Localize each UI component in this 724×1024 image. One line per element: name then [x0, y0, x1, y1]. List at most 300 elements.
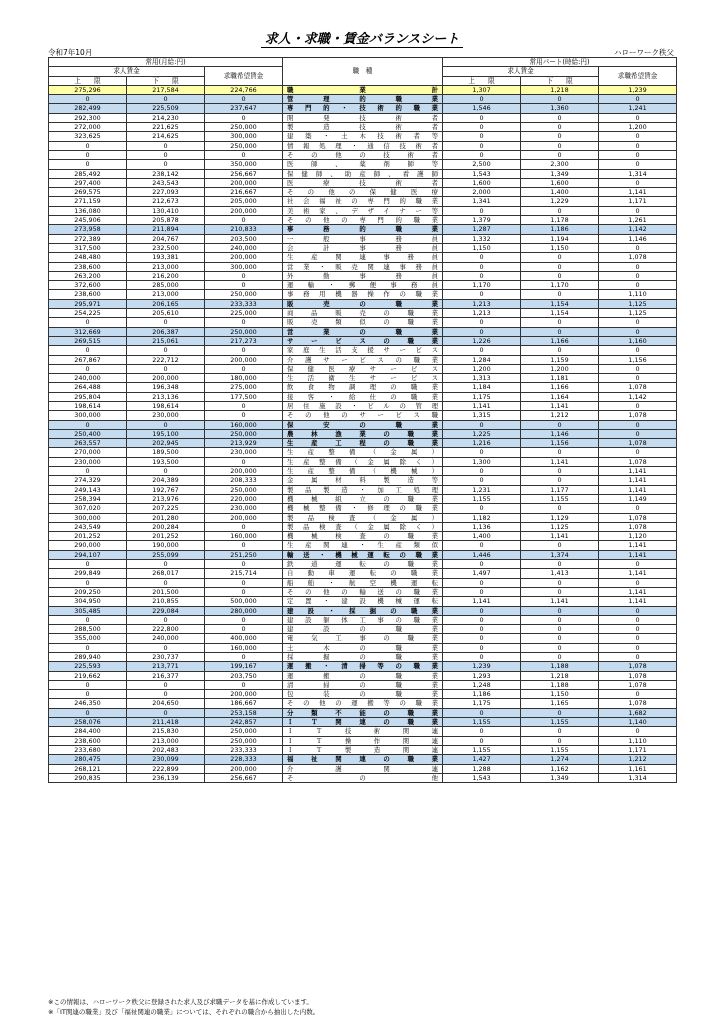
fulltime-desired-cell: 0 [205, 411, 283, 420]
fulltime-desired-cell: 350,000 [205, 160, 283, 169]
parttime-desired-cell: 0 [599, 346, 677, 355]
fulltime-offer-lower-cell: 216,200 [127, 271, 205, 280]
table-row [49, 485, 677, 494]
fulltime-offer-upper-cell: 198,614 [49, 401, 127, 410]
fulltime-offer-lower-cell: 222,800 [127, 625, 205, 634]
fulltime-desired-cell: 0 [205, 364, 283, 373]
parttime-offer-upper-cell: 0 [443, 327, 521, 336]
parttime-offer-upper-cell: 0 [443, 132, 521, 141]
parttime-offer-lower-cell: 0 [521, 206, 599, 215]
fulltime-desired-cell: 200,000 [205, 206, 283, 215]
table-row [49, 169, 677, 178]
table-row [49, 374, 677, 383]
fulltime-desired-cell: 251,250 [205, 550, 283, 559]
parttime-offer-lower-cell: 0 [521, 708, 599, 717]
parttime-offer-lower-cell: 0 [521, 123, 599, 132]
fulltime-offer-lower-cell: 0 [127, 420, 205, 429]
major-category-row [49, 708, 677, 717]
fulltime-offer-lower-cell: 0 [127, 708, 205, 717]
fulltime-offer-upper-cell: 0 [49, 160, 127, 169]
parttime-offer-lower-cell: 0 [521, 420, 599, 429]
major-category-row [49, 429, 677, 438]
fulltime-offer-upper-cell: 254,225 [49, 309, 127, 318]
fulltime-desired-cell: 186,667 [205, 699, 283, 708]
parttime-offer-upper-cell: 0 [443, 587, 521, 596]
occupation-name-cell: 営業・販売関連事務員 [283, 262, 443, 271]
parttime-offer-lower-cell: 1,165 [521, 699, 599, 708]
fulltime-desired-cell: 230,000 [205, 448, 283, 457]
parttime-desired-cell: 1,261 [599, 216, 677, 225]
balance-table [48, 57, 677, 783]
occupation-name-cell: 定置・建設機械運転 [283, 597, 443, 606]
table-row [49, 271, 677, 280]
occupation-name-cell: その他の技術者 [283, 150, 443, 159]
parttime-desired-cell: 0 [599, 727, 677, 736]
table-row [49, 197, 677, 206]
parttime-offer-upper-cell: 1,155 [443, 718, 521, 727]
occupation-name-cell: 美術家、デザイナー等 [283, 206, 443, 215]
fulltime-offer-upper-cell: 230,000 [49, 457, 127, 466]
fulltime-offer-upper-cell: 238,600 [49, 262, 127, 271]
fulltime-offer-upper-cell: 267,867 [49, 355, 127, 364]
table-row [49, 699, 677, 708]
occupation-name-cell: 会計事務員 [283, 243, 443, 252]
fulltime-desired-cell: 224,766 [205, 85, 283, 94]
fulltime-desired-cell: 242,857 [205, 718, 283, 727]
table-row [49, 560, 677, 569]
fulltime-desired-cell: 220,000 [205, 494, 283, 503]
occupation-name-cell: 建築・土木技術者等 [283, 132, 443, 141]
parttime-offer-upper-cell: 1,400 [443, 532, 521, 541]
fulltime-offer-upper-cell: 290,000 [49, 541, 127, 550]
parttime-offer-lower-cell: 0 [521, 262, 599, 271]
table-row [49, 690, 677, 699]
occupation-name-cell: その他の輸送の職業 [283, 587, 443, 596]
fulltime-desired-cell: 0 [205, 401, 283, 410]
parttime-desired-cell: 0 [599, 560, 677, 569]
parttime-desired-cell: 1,149 [599, 494, 677, 503]
parttime-offer-lower-cell: 1,146 [521, 429, 599, 438]
fulltime-offer-lower-cell: 0 [127, 690, 205, 699]
parttime-offer-lower-cell: 0 [521, 504, 599, 513]
parttime-desired-cell: 0 [599, 653, 677, 662]
parttime-offer-upper-cell: 1,379 [443, 216, 521, 225]
parttime-desired-cell: 0 [599, 364, 677, 373]
occupation-name-cell: 船舶・航空機運転 [283, 578, 443, 587]
occupation-name-cell: 機械検査の職業 [283, 532, 443, 541]
parttime-offer-lower-cell: 1,374 [521, 550, 599, 559]
fulltime-offer-upper-cell: 0 [49, 318, 127, 327]
parttime-offer-lower-cell: 1,188 [521, 680, 599, 689]
parttime-offer-upper-cell: 1,170 [443, 281, 521, 290]
fulltime-desired-cell: 0 [205, 271, 283, 280]
header-parttime: 常用パート(時給:円) [443, 58, 677, 67]
fulltime-offer-upper-cell: 372,600 [49, 281, 127, 290]
fulltime-offer-lower-cell: 201,252 [127, 532, 205, 541]
parttime-offer-upper-cell: 0 [443, 643, 521, 652]
fulltime-desired-cell: 225,000 [205, 309, 283, 318]
fulltime-offer-lower-cell: 190,000 [127, 541, 205, 550]
fulltime-desired-cell: 230,000 [205, 504, 283, 513]
parttime-desired-cell: 1,200 [599, 123, 677, 132]
major-category-row [49, 95, 677, 104]
parttime-desired-cell: 1,078 [599, 522, 677, 531]
parttime-offer-lower-cell: 0 [521, 578, 599, 587]
parttime-desired-cell: 1,142 [599, 225, 677, 234]
occupation-name-cell: 機械整備・修理の職業 [283, 504, 443, 513]
parttime-desired-cell: 1,142 [599, 392, 677, 401]
parttime-desired-cell: 0 [599, 281, 677, 290]
fulltime-desired-cell: 0 [205, 216, 283, 225]
fulltime-offer-lower-cell: 193,500 [127, 457, 205, 466]
fulltime-offer-upper-cell: 355,000 [49, 634, 127, 643]
occupation-name-cell: 介護関連 [283, 764, 443, 773]
parttime-offer-upper-cell: 2,000 [443, 188, 521, 197]
occupation-name-cell: 建設の職業 [283, 625, 443, 634]
parttime-offer-lower-cell: 0 [521, 606, 599, 615]
occupation-name-cell: 分類不能の職業 [283, 708, 443, 717]
table-row [49, 476, 677, 485]
fulltime-desired-cell: 199,167 [205, 662, 283, 671]
table-row [49, 625, 677, 634]
header-upper: 上 限 [49, 76, 127, 85]
parttime-desired-cell: 0 [599, 132, 677, 141]
occupation-name-cell: 土木の職業 [283, 643, 443, 652]
fulltime-desired-cell: 0 [205, 346, 283, 355]
fulltime-offer-upper-cell: 284,400 [49, 727, 127, 736]
major-category-row [49, 550, 677, 559]
parttime-desired-cell: 1,141 [599, 550, 677, 559]
parttime-offer-lower-cell: 0 [521, 253, 599, 262]
occupation-name-cell: 職業計 [283, 85, 443, 94]
parttime-desired-cell: 0 [599, 448, 677, 457]
fulltime-desired-cell: 160,000 [205, 532, 283, 541]
table-row [49, 467, 677, 476]
parttime-desired-cell: 1,078 [599, 253, 677, 262]
occupation-name-cell: 事務用機器操作の職業 [283, 290, 443, 299]
parttime-offer-upper-cell: 1,307 [443, 85, 521, 94]
fulltime-offer-upper-cell: 269,515 [49, 336, 127, 345]
parttime-offer-upper-cell: 0 [443, 113, 521, 122]
fulltime-offer-upper-cell: 288,500 [49, 625, 127, 634]
fulltime-offer-lower-cell: 201,500 [127, 587, 205, 596]
parttime-offer-upper-cell: 1,284 [443, 355, 521, 364]
header-lower: 下 限 [127, 76, 205, 85]
fulltime-offer-lower-cell: 200,000 [127, 374, 205, 383]
parttime-desired-cell: 1,078 [599, 439, 677, 448]
fulltime-offer-upper-cell: 0 [49, 690, 127, 699]
fulltime-offer-lower-cell: 222,712 [127, 355, 205, 364]
parttime-offer-lower-cell: 1,162 [521, 764, 599, 773]
fulltime-desired-cell: 250,000 [205, 141, 283, 150]
fulltime-offer-lower-cell: 0 [127, 346, 205, 355]
parttime-offer-upper-cell: 0 [443, 346, 521, 355]
parttime-offer-upper-cell: 0 [443, 95, 521, 104]
fulltime-offer-upper-cell: 243,549 [49, 522, 127, 531]
parttime-offer-lower-cell: 0 [521, 653, 599, 662]
parttime-desired-cell: 0 [599, 643, 677, 652]
fulltime-offer-upper-cell: 285,492 [49, 169, 127, 178]
fulltime-desired-cell: 500,000 [205, 597, 283, 606]
fulltime-offer-lower-cell: 204,650 [127, 699, 205, 708]
table-row [49, 132, 677, 141]
fulltime-desired-cell: 0 [205, 653, 283, 662]
fulltime-offer-upper-cell: 263,200 [49, 271, 127, 280]
parttime-offer-lower-cell: 0 [521, 346, 599, 355]
parttime-offer-upper-cell: 1,239 [443, 662, 521, 671]
parttime-offer-lower-cell: 1,159 [521, 355, 599, 364]
fulltime-offer-upper-cell: 0 [49, 364, 127, 373]
header-offer-wage: 求人賃金 [49, 67, 205, 76]
fulltime-offer-lower-cell: 213,000 [127, 290, 205, 299]
parttime-offer-lower-cell: 0 [521, 541, 599, 550]
occupation-name-cell: 運搬・清掃等の職業 [283, 662, 443, 671]
table-row [49, 364, 677, 373]
table-row [49, 736, 677, 745]
fulltime-offer-lower-cell: 210,855 [127, 597, 205, 606]
fulltime-offer-upper-cell: 275,296 [49, 85, 127, 94]
table-row [49, 457, 677, 466]
parttime-offer-upper-cell: 0 [443, 448, 521, 457]
parttime-offer-upper-cell: 0 [443, 141, 521, 150]
header-desired-wage: 求職希望賃金 [205, 67, 283, 86]
table-row [49, 141, 677, 150]
occupation-name-cell: 輸送・機械運転の職業 [283, 550, 443, 559]
occupation-name-cell: 生産工程の職業 [283, 439, 443, 448]
table-row [49, 615, 677, 624]
fulltime-offer-upper-cell: 245,906 [49, 216, 127, 225]
fulltime-offer-lower-cell: 214,230 [127, 113, 205, 122]
footnote-2: ※「IT関連の職業」及び「福祉関連の職業」については、それぞれの職合から抽出した内数。 [48, 1008, 320, 1016]
occupation-name-cell: 管理的職業 [283, 95, 443, 104]
parttime-offer-upper-cell: 1,216 [443, 439, 521, 448]
major-category-row [49, 718, 677, 727]
major-category-row [49, 439, 677, 448]
table-row [49, 392, 677, 401]
occupation-name-cell: その他の保健医療 [283, 188, 443, 197]
fulltime-desired-cell: 215,714 [205, 569, 283, 578]
parttime-desired-cell: 0 [599, 374, 677, 383]
parttime-offer-upper-cell: 1,315 [443, 411, 521, 420]
parttime-desired-cell: 1,160 [599, 336, 677, 345]
fulltime-desired-cell: 250,000 [205, 485, 283, 494]
fulltime-offer-lower-cell: 0 [127, 318, 205, 327]
parttime-desired-cell: 0 [599, 262, 677, 271]
parttime-offer-upper-cell: 0 [443, 150, 521, 159]
fulltime-offer-upper-cell: 282,499 [49, 104, 127, 113]
table-row [49, 411, 677, 420]
fulltime-desired-cell: 0 [205, 522, 283, 531]
parttime-offer-lower-cell: 1,141 [521, 457, 599, 466]
parttime-offer-lower-cell: 1,181 [521, 374, 599, 383]
fulltime-desired-cell: 0 [205, 625, 283, 634]
table-row [49, 727, 677, 736]
parttime-offer-lower-cell: 0 [521, 132, 599, 141]
fulltime-desired-cell: 0 [205, 587, 283, 596]
parttime-offer-lower-cell: 0 [521, 271, 599, 280]
fulltime-offer-upper-cell: 0 [49, 150, 127, 159]
fulltime-desired-cell: 160,000 [205, 420, 283, 429]
parttime-offer-lower-cell: 1,155 [521, 718, 599, 727]
parttime-offer-upper-cell: 0 [443, 206, 521, 215]
occupation-name-cell: 一般事務員 [283, 234, 443, 243]
fulltime-offer-upper-cell: 300,000 [49, 513, 127, 522]
fulltime-desired-cell: 200,000 [205, 178, 283, 187]
fulltime-offer-lower-cell: 0 [127, 680, 205, 689]
fulltime-desired-cell: 200,000 [205, 690, 283, 699]
parttime-desired-cell: 0 [599, 95, 677, 104]
occupation-name-cell: 情報処理・通信技術者 [283, 141, 443, 150]
table-row [49, 216, 677, 225]
major-category-row [49, 420, 677, 429]
parttime-offer-upper-cell: 1,600 [443, 178, 521, 187]
fulltime-offer-lower-cell: 202,483 [127, 745, 205, 754]
parttime-desired-cell: 0 [599, 578, 677, 587]
occupation-name-cell: 製品製造・加工処理 [283, 485, 443, 494]
occupation-name-cell: 包装の職業 [283, 690, 443, 699]
fulltime-desired-cell: 275,000 [205, 383, 283, 392]
fulltime-desired-cell: 200,000 [205, 764, 283, 773]
parttime-desired-cell: 0 [599, 634, 677, 643]
occupation-name-cell: 自動車運転の職業 [283, 569, 443, 578]
parttime-offer-lower-cell: 1,413 [521, 569, 599, 578]
parttime-desired-cell: 1,239 [599, 85, 677, 94]
fulltime-offer-upper-cell: 297,400 [49, 178, 127, 187]
parttime-offer-upper-cell: 1,155 [443, 745, 521, 754]
parttime-desired-cell: 1,171 [599, 745, 677, 754]
fulltime-offer-lower-cell: 221,625 [127, 123, 205, 132]
table-row [49, 680, 677, 689]
occupation-name-cell: 営業の職業 [283, 327, 443, 336]
parttime-offer-upper-cell: 1,213 [443, 299, 521, 308]
parttime-desired-cell: 1,078 [599, 680, 677, 689]
parttime-offer-upper-cell: 1,175 [443, 392, 521, 401]
occupation-name-cell: 医療技術者 [283, 178, 443, 187]
fulltime-offer-lower-cell: 214,625 [127, 132, 205, 141]
parttime-offer-lower-cell: 0 [521, 476, 599, 485]
fulltime-offer-lower-cell: 0 [127, 578, 205, 587]
report-date: 令和7年10月 [48, 48, 93, 57]
fulltime-offer-lower-cell: 130,410 [127, 206, 205, 215]
fulltime-desired-cell: 200,000 [205, 253, 283, 262]
fulltime-offer-upper-cell: 209,250 [49, 587, 127, 596]
parttime-offer-lower-cell: 0 [521, 113, 599, 122]
fulltime-offer-lower-cell: 230,099 [127, 755, 205, 764]
occupation-name-cell: 販売類似の職業 [283, 318, 443, 327]
parttime-desired-cell: 1,146 [599, 234, 677, 243]
table-row [49, 597, 677, 606]
parttime-offer-lower-cell: 0 [521, 95, 599, 104]
occupation-name-cell: 生産整備（金属除く） [283, 457, 443, 466]
parttime-desired-cell: 1,078 [599, 411, 677, 420]
total-row [49, 85, 677, 94]
parttime-offer-upper-cell: 1,225 [443, 429, 521, 438]
parttime-desired-cell: 1,156 [599, 355, 677, 364]
parttime-offer-lower-cell: 1,349 [521, 169, 599, 178]
parttime-offer-upper-cell: 1,293 [443, 671, 521, 680]
header-desired-wage-pt: 求職希望賃金 [599, 67, 677, 86]
occupation-name-cell: 製造技術者 [283, 123, 443, 132]
fulltime-desired-cell: 203,750 [205, 671, 283, 680]
parttime-offer-lower-cell: 1,200 [521, 364, 599, 373]
parttime-offer-lower-cell: 2,300 [521, 160, 599, 169]
parttime-offer-lower-cell: 1,218 [521, 671, 599, 680]
occupation-name-cell: 家庭生活支援サービス [283, 346, 443, 355]
parttime-offer-upper-cell: 1,155 [443, 494, 521, 503]
parttime-offer-lower-cell: 1,194 [521, 234, 599, 243]
table-row [49, 504, 677, 513]
fulltime-offer-upper-cell: 295,971 [49, 299, 127, 308]
table-row [49, 309, 677, 318]
fulltime-offer-upper-cell: 304,950 [49, 597, 127, 606]
occupation-name-cell: 保安の職業 [283, 420, 443, 429]
fulltime-offer-lower-cell: 0 [127, 615, 205, 624]
fulltime-desired-cell: 160,000 [205, 643, 283, 652]
parttime-desired-cell: 0 [599, 429, 677, 438]
fulltime-desired-cell: 400,000 [205, 634, 283, 643]
fulltime-offer-upper-cell: 238,600 [49, 736, 127, 745]
table-row [49, 494, 677, 503]
parttime-desired-cell: 0 [599, 327, 677, 336]
fulltime-offer-lower-cell: 225,509 [127, 104, 205, 113]
fulltime-desired-cell: 228,333 [205, 755, 283, 764]
occupation-name-cell: 販売の職業 [283, 299, 443, 308]
parttime-offer-lower-cell: 0 [521, 560, 599, 569]
parttime-offer-lower-cell: 0 [521, 290, 599, 299]
parttime-desired-cell: 0 [599, 606, 677, 615]
occupation-name-cell: 飲食物調理の職業 [283, 383, 443, 392]
table-row [49, 123, 677, 132]
parttime-offer-lower-cell: 0 [521, 318, 599, 327]
fulltime-offer-upper-cell: 225,593 [49, 662, 127, 671]
table-row [49, 290, 677, 299]
fulltime-offer-lower-cell: 205,878 [127, 216, 205, 225]
parttime-offer-upper-cell: 0 [443, 634, 521, 643]
occupation-name-cell: ＩＴ操作関連 [283, 736, 443, 745]
table-row [49, 541, 677, 550]
table-row [49, 569, 677, 578]
fulltime-offer-upper-cell: 294,107 [49, 550, 127, 559]
page-title: 求人・求職・賃金バランスシート [0, 28, 724, 47]
fulltime-offer-upper-cell: 0 [49, 95, 127, 104]
parttime-desired-cell: 1,078 [599, 699, 677, 708]
fulltime-offer-lower-cell: 0 [127, 160, 205, 169]
fulltime-desired-cell: 250,000 [205, 123, 283, 132]
parttime-offer-upper-cell: 1,546 [443, 104, 521, 113]
parttime-offer-upper-cell: 1,446 [443, 550, 521, 559]
parttime-offer-lower-cell: 1,186 [521, 225, 599, 234]
fulltime-offer-upper-cell: 323,625 [49, 132, 127, 141]
fulltime-desired-cell: 240,000 [205, 243, 283, 252]
fulltime-offer-lower-cell: 206,387 [127, 327, 205, 336]
parttime-offer-lower-cell: 1,218 [521, 85, 599, 94]
parttime-desired-cell: 1,141 [599, 476, 677, 485]
occupation-name-cell: 採掘の職業 [283, 653, 443, 662]
occupation-name-cell: 生産整備（機械） [283, 467, 443, 476]
fulltime-desired-cell: 256,667 [205, 773, 283, 782]
fulltime-offer-upper-cell: 272,000 [49, 123, 127, 132]
parttime-desired-cell: 0 [599, 420, 677, 429]
parttime-offer-lower-cell: 1,600 [521, 178, 599, 187]
parttime-offer-upper-cell: 1,300 [443, 457, 521, 466]
parttime-offer-upper-cell: 1,184 [443, 383, 521, 392]
parttime-offer-lower-cell: 1,154 [521, 299, 599, 308]
fulltime-offer-upper-cell: 201,252 [49, 532, 127, 541]
fulltime-offer-lower-cell: 213,771 [127, 662, 205, 671]
parttime-offer-upper-cell: 0 [443, 271, 521, 280]
parttime-offer-lower-cell: 1,154 [521, 309, 599, 318]
parttime-desired-cell: 0 [599, 690, 677, 699]
